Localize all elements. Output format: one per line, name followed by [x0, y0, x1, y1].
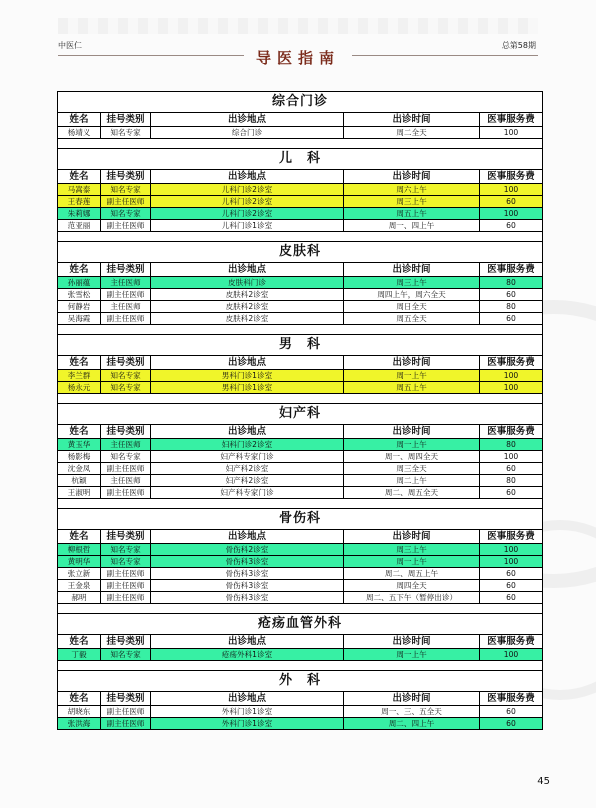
- clinic-time: 周一上午: [344, 649, 480, 660]
- section-title: 儿 科: [58, 149, 542, 170]
- column-header: 挂号类别: [101, 263, 151, 276]
- service-fee: 60: [506, 197, 516, 206]
- column-header: 挂号类别: [101, 113, 151, 126]
- column-header-row: [58, 635, 542, 649]
- clinic-time: 周二上午: [344, 475, 480, 486]
- registration-type: 主任医师: [101, 475, 151, 486]
- section-title: 疮疡血管外科: [58, 614, 542, 635]
- clinic-time: 周一上午: [344, 370, 480, 381]
- column-header: 医事服务费: [480, 425, 542, 438]
- section-spacer: [58, 232, 542, 242]
- clinic-time: 周一、周四全天: [344, 451, 480, 462]
- registration-type: 知名专家: [101, 544, 151, 555]
- clinic-location: 妇科门诊2诊室: [151, 439, 344, 450]
- service-fee: 100: [503, 545, 519, 554]
- registration-type: 主任医师: [101, 439, 151, 450]
- doctor-name: 柳根哲: [58, 544, 101, 555]
- doctor-name: 胡晓东: [58, 706, 101, 717]
- doctor-name: 郝明: [58, 592, 101, 603]
- clinic-location: 妇产科专家门诊: [151, 451, 344, 462]
- table-row: [58, 487, 542, 499]
- table-row: [58, 184, 542, 196]
- registration-type: 副主任医师: [101, 487, 151, 498]
- column-header: 医事服务费: [480, 692, 542, 705]
- clinic-time: 周一上午: [344, 439, 480, 450]
- clinic-time: 周二、五下午（暂停出诊）: [344, 592, 480, 603]
- doctor-name: 王金泉: [58, 580, 101, 591]
- table-row: [58, 592, 542, 604]
- doctor-name: 杭颖: [58, 475, 101, 486]
- column-header: 姓名: [58, 530, 101, 543]
- registration-type: 副主任医师: [101, 580, 151, 591]
- page-title: 导医指南: [244, 47, 352, 68]
- section-spacer: [58, 604, 542, 614]
- header-left-text: 中医仁: [58, 41, 82, 50]
- registration-type: 知名专家: [101, 649, 151, 660]
- clinic-time: 周四上午，周六全天: [344, 289, 480, 300]
- section-spacer: [58, 325, 542, 335]
- service-fee: 100: [503, 452, 519, 461]
- service-fee: 60: [506, 464, 516, 473]
- column-header: 出诊时间: [344, 425, 480, 438]
- column-header: 出诊地点: [151, 170, 344, 183]
- clinic-location: 骨伤科3诊室: [151, 568, 344, 579]
- column-header-row: [58, 425, 542, 439]
- clinic-time: 周一、四上午: [344, 220, 480, 231]
- registration-type: 副主任医师: [101, 568, 151, 579]
- section-spacer: [58, 139, 542, 149]
- registration-type: 知名专家: [101, 184, 151, 195]
- service-fee: 100: [503, 650, 519, 659]
- doctor-name: 何静岩: [58, 301, 101, 312]
- column-header: 医事服务费: [480, 356, 542, 369]
- clinic-location: 男科门诊1诊室: [151, 370, 344, 381]
- schedule-table: [57, 91, 543, 730]
- clinic-time: 周五全天: [344, 313, 480, 324]
- table-row: [58, 463, 542, 475]
- registration-type: 副主任医师: [101, 592, 151, 603]
- column-header: 挂号类别: [101, 635, 151, 648]
- registration-type: 知名专家: [101, 370, 151, 381]
- doctor-name: 张洪海: [58, 718, 101, 729]
- service-fee: 100: [503, 371, 519, 380]
- registration-type: 知名专家: [101, 208, 151, 219]
- clinic-time: 周五上午: [344, 382, 480, 393]
- column-header: 出诊地点: [151, 425, 344, 438]
- issue-number: 总第58期: [501, 41, 536, 50]
- clinic-location: 骨伤科3诊室: [151, 556, 344, 567]
- column-header: 姓名: [58, 170, 101, 183]
- registration-type: 副主任医师: [101, 718, 151, 729]
- clinic-location: 外科门诊1诊室: [151, 706, 344, 717]
- doctor-name: 孙丽蕴: [58, 277, 101, 288]
- service-fee: 80: [506, 476, 516, 485]
- doctor-name: 张立新: [58, 568, 101, 579]
- doctor-name: 杨影梅: [58, 451, 101, 462]
- doctor-name: 丁毅: [58, 649, 101, 660]
- service-fee: 60: [506, 314, 516, 323]
- table-row: [58, 208, 542, 220]
- clinic-location: 皮肤科2诊室: [151, 301, 344, 312]
- column-header-row: [58, 356, 542, 370]
- doctor-name: 杨永元: [58, 382, 101, 393]
- registration-type: 知名专家: [101, 127, 151, 138]
- section-spacer: [58, 394, 542, 404]
- clinic-time: 周一、三、五全天: [344, 706, 480, 717]
- column-header: 姓名: [58, 356, 101, 369]
- clinic-location: 综合门诊: [151, 127, 344, 138]
- column-header: 出诊时间: [344, 113, 480, 126]
- column-header-row: [58, 692, 542, 706]
- doctor-name: 范亚丽: [58, 220, 101, 231]
- section-title: 骨伤科: [58, 509, 542, 530]
- table-row: [58, 544, 542, 556]
- clinic-time: 周四全天: [344, 580, 480, 591]
- service-fee: 60: [506, 221, 516, 230]
- column-header: 出诊时间: [344, 635, 480, 648]
- header-pattern: [58, 18, 538, 34]
- registration-type: 副主任医师: [101, 313, 151, 324]
- service-fee: 80: [506, 440, 516, 449]
- service-fee: 60: [506, 569, 516, 578]
- clinic-time: 周五上午: [344, 208, 480, 219]
- column-header: 出诊时间: [344, 356, 480, 369]
- table-row: [58, 718, 542, 730]
- registration-type: 知名专家: [101, 556, 151, 567]
- column-header: 出诊地点: [151, 263, 344, 276]
- clinic-location: 外科门诊1诊室: [151, 718, 344, 729]
- clinic-time: 周日全天: [344, 301, 480, 312]
- page-number: 45: [537, 776, 550, 787]
- table-row: [58, 649, 542, 661]
- doctor-name: 张雪松: [58, 289, 101, 300]
- service-fee: 60: [506, 593, 516, 602]
- registration-type: 副主任医师: [101, 196, 151, 207]
- section-spacer: [58, 661, 542, 671]
- column-header: 姓名: [58, 635, 101, 648]
- registration-type: 副主任医师: [101, 289, 151, 300]
- column-header: 出诊时间: [344, 692, 480, 705]
- clinic-time: 周二全天: [344, 127, 480, 138]
- service-fee: 60: [506, 719, 516, 728]
- clinic-time: 周一上午: [344, 556, 480, 567]
- registration-type: 副主任医师: [101, 463, 151, 474]
- clinic-time: 周二、四上午: [344, 718, 480, 729]
- table-row: [58, 220, 542, 232]
- clinic-time: 周二、周五上午: [344, 568, 480, 579]
- table-row: [58, 370, 542, 382]
- doctor-name: 沈金凤: [58, 463, 101, 474]
- service-fee: 100: [503, 128, 519, 137]
- doctor-name: 王淑明: [58, 487, 101, 498]
- column-header-row: [58, 530, 542, 544]
- table-row: [58, 706, 542, 718]
- clinic-location: 疮疡外科1诊室: [151, 649, 344, 660]
- table-row: [58, 277, 542, 289]
- section-title: 男 科: [58, 335, 542, 356]
- service-fee: 100: [503, 185, 519, 194]
- section-title: 综合门诊: [58, 92, 542, 113]
- column-header: 姓名: [58, 692, 101, 705]
- section-title: 妇产科: [58, 404, 542, 425]
- clinic-time: 周三全天: [344, 463, 480, 474]
- column-header: 挂号类别: [101, 356, 151, 369]
- clinic-location: 骨伤科3诊室: [151, 592, 344, 603]
- clinic-location: 皮肤科2诊室: [151, 313, 344, 324]
- column-header: 挂号类别: [101, 530, 151, 543]
- service-fee: 60: [506, 581, 516, 590]
- registration-type: 知名专家: [101, 451, 151, 462]
- doctor-name: 黄明华: [58, 556, 101, 567]
- registration-type: 副主任医师: [101, 220, 151, 231]
- registration-type: 主任医师: [101, 301, 151, 312]
- clinic-time: 周二、周五全天: [344, 487, 480, 498]
- column-header: 挂号类别: [101, 425, 151, 438]
- column-header-row: [58, 263, 542, 277]
- clinic-location: 儿科门诊1诊室: [151, 220, 344, 231]
- column-header: 出诊地点: [151, 530, 344, 543]
- column-header: 出诊地点: [151, 692, 344, 705]
- doctor-name: 朱莉娜: [58, 208, 101, 219]
- clinic-location: 妇产科2诊室: [151, 463, 344, 474]
- column-header: 医事服务费: [480, 635, 542, 648]
- column-header: 出诊时间: [344, 170, 480, 183]
- clinic-location: 骨伤科3诊室: [151, 580, 344, 591]
- clinic-location: 皮肤科门诊: [151, 277, 344, 288]
- clinic-location: 儿科门诊2诊室: [151, 196, 344, 207]
- column-header: 姓名: [58, 113, 101, 126]
- clinic-time: 周三上午: [344, 544, 480, 555]
- column-header: 医事服务费: [480, 170, 542, 183]
- section-title: 外 科: [58, 671, 542, 692]
- clinic-location: 儿科门诊2诊室: [151, 208, 344, 219]
- doctor-name: 王春莲: [58, 196, 101, 207]
- column-header: 姓名: [58, 425, 101, 438]
- table-row: [58, 475, 542, 487]
- doctor-name: 李兰群: [58, 370, 101, 381]
- service-fee: 100: [503, 383, 519, 392]
- table-row: [58, 568, 542, 580]
- table-row: [58, 580, 542, 592]
- registration-type: 主任医师: [101, 277, 151, 288]
- registration-type: 知名专家: [101, 382, 151, 393]
- column-header-row: [58, 170, 542, 184]
- table-row: [58, 127, 542, 139]
- section-spacer: [58, 499, 542, 509]
- clinic-location: 男科门诊1诊室: [151, 382, 344, 393]
- doctor-name: 吴海霞: [58, 313, 101, 324]
- column-header: 挂号类别: [101, 692, 151, 705]
- service-fee: 60: [506, 707, 516, 716]
- clinic-location: 妇产科2诊室: [151, 475, 344, 486]
- service-fee: 100: [503, 209, 519, 218]
- clinic-location: 儿科门诊2诊室: [151, 184, 344, 195]
- column-header: 出诊地点: [151, 356, 344, 369]
- doctor-name: 杨靖义: [58, 127, 101, 138]
- clinic-time: 周六上午: [344, 184, 480, 195]
- clinic-location: 皮肤科2诊室: [151, 289, 344, 300]
- table-row: [58, 451, 542, 463]
- column-header: 姓名: [58, 263, 101, 276]
- table-row: [58, 196, 542, 208]
- column-header-row: [58, 113, 542, 127]
- doctor-name: 马嵩泰: [58, 184, 101, 195]
- column-header: 出诊时间: [344, 530, 480, 543]
- column-header: 挂号类别: [101, 170, 151, 183]
- table-row: [58, 313, 542, 325]
- column-header: 医事服务费: [480, 113, 542, 126]
- service-fee: 60: [506, 290, 516, 299]
- service-fee: 60: [506, 488, 516, 497]
- service-fee: 100: [503, 557, 519, 566]
- column-header: 出诊时间: [344, 263, 480, 276]
- clinic-location: 妇产科专家门诊: [151, 487, 344, 498]
- clinic-time: 周三上午: [344, 196, 480, 207]
- doctor-name: 黄玉华: [58, 439, 101, 450]
- table-row: [58, 439, 542, 451]
- table-row: [58, 556, 542, 568]
- column-header: 出诊地点: [151, 113, 344, 126]
- section-title: 皮肤科: [58, 242, 542, 263]
- table-row: [58, 382, 542, 394]
- table-row: [58, 289, 542, 301]
- service-fee: 80: [506, 278, 516, 287]
- clinic-time: 周三上午: [344, 277, 480, 288]
- column-header: 出诊地点: [151, 635, 344, 648]
- column-header: 医事服务费: [480, 530, 542, 543]
- column-header: 医事服务费: [480, 263, 542, 276]
- registration-type: 副主任医师: [101, 706, 151, 717]
- table-row: [58, 301, 542, 313]
- clinic-location: 骨伤科2诊室: [151, 544, 344, 555]
- service-fee: 80: [506, 302, 516, 311]
